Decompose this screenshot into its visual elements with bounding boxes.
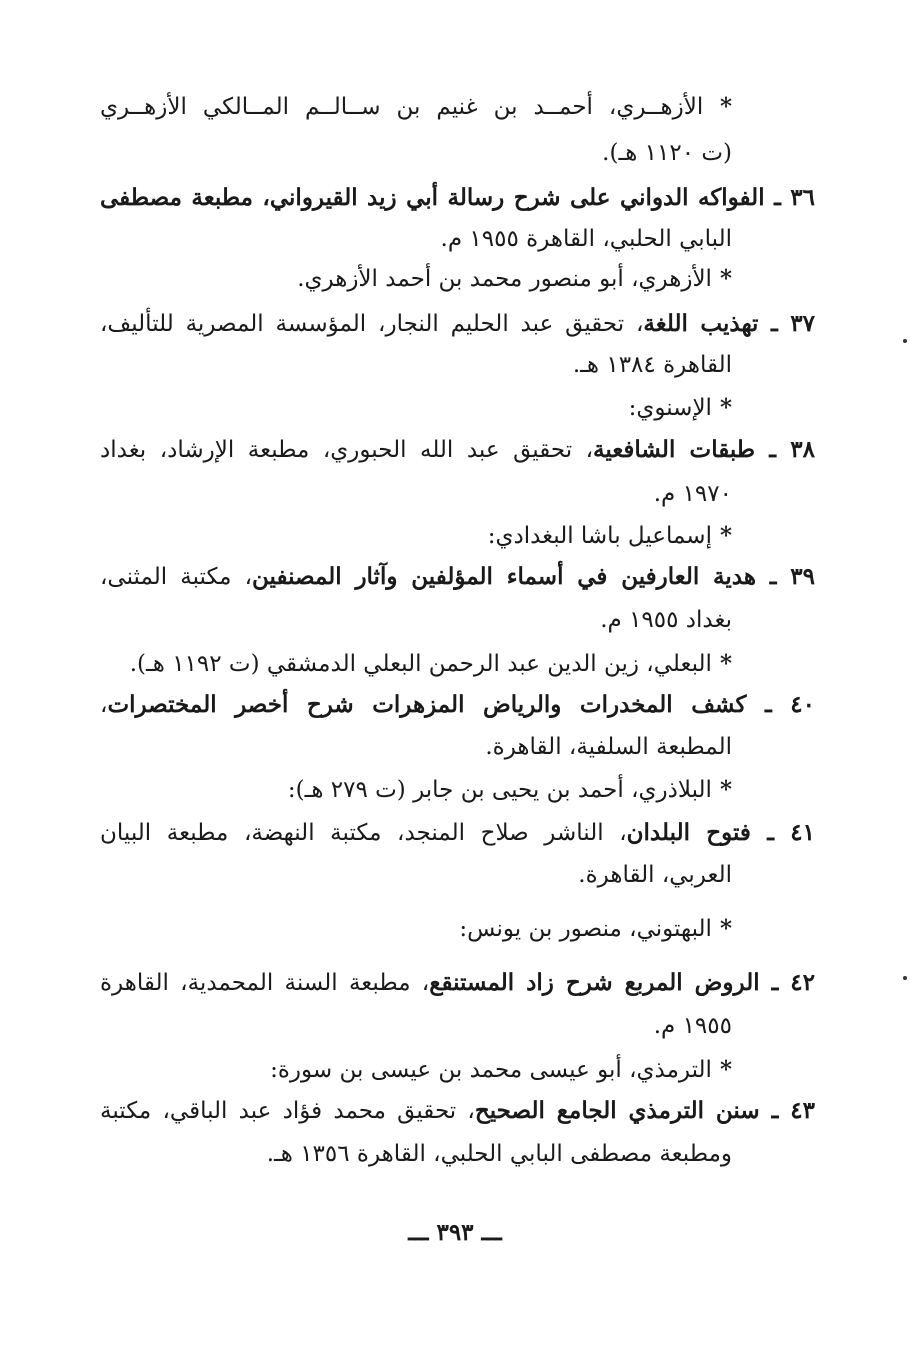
author-line: * البعلي، زين الدين عبد الرحمن البعلي الدمشقي (ت ١١٩٢ هـ). [129,650,732,677]
author-line: * الأزهــري، أحمــد بن غنيم بن ســالــم المــالكي الأزهــري [100,93,732,120]
author-line: * البهتوني، منصور بن يونس: [459,915,732,942]
continuation-line: البابي الحلبي، القاهرة ١٩٥٥ م. [440,226,732,252]
continuation-line: ومطبعة مصطفى البابي الحلبي، القاهرة ١٣٥٦ هـ. [266,1141,732,1167]
page-number: ـــ ٣٩٣ ـــ [408,1219,502,1246]
entry-36: ٣٦ ـ الفواكه الدواني على شرح رسالة أبي زيد القيرواني، مطبعة مصطفى [100,184,815,211]
entry-40: ٤٠ ـ كشف المخدرات والرياض المزهرات شرح أخصر المختصرات، [100,691,815,718]
author-line: * البلاذري، أحمد بن يحيى بن جابر (ت ٢٧٩ هـ): [287,776,732,803]
author-line: * الإسنوي: [628,394,732,421]
entry-38: ٣٨ ـ طبقات الشافعية، تحقيق عبد الله الحبوري، مطبعة الإرشاد، بغداد [100,436,815,463]
continuation-line: العربي، القاهرة. [578,862,732,888]
entry-43: ٤٣ ـ سنن الترمذي الجامع الصحيح، تحقيق محمد فؤاد عبد الباقي، مكتبة [100,1097,815,1124]
author-line: * الترمذي، أبو عيسى محمد بن عيسى بن سورة: [270,1056,732,1083]
author-line: * إسماعيل باشا البغدادي: [487,522,732,549]
continuation-line: (ت ١١٢٠ هـ). [602,140,732,166]
entry-41: ٤١ ـ فتوح البلدان، الناشر صلاح المنجد، مكتبة النهضة، مطبعة البيان [100,819,815,846]
margin-dot [903,339,907,343]
author-line: * الأزهري، أبو منصور محمد بن أحمد الأزهري. [297,265,732,292]
continuation-line: ١٩٥٥ م. [653,1013,732,1039]
continuation-line: ١٩٧٠ م. [653,481,732,507]
continuation-line: القاهرة ١٣٨٤ هـ. [572,352,732,378]
entry-37: ٣٧ ـ تهذيب اللغة، تحقيق عبد الحليم النجار، المؤسسة المصرية للتأليف، [100,310,815,337]
entry-42: ٤٢ ـ الروض المربع شرح زاد المستنقع، مطبعة السنة المحمدية، القاهرة [100,969,815,996]
margin-dot [903,976,907,980]
entry-39: ٣٩ ـ هدية العارفين في أسماء المؤلفين وآثار المصنفين، مكتبة المثنى، [100,563,815,590]
continuation-line: المطبعة السلفية، القاهرة. [485,734,732,760]
continuation-line: بغداد ١٩٥٥ م. [600,607,732,633]
